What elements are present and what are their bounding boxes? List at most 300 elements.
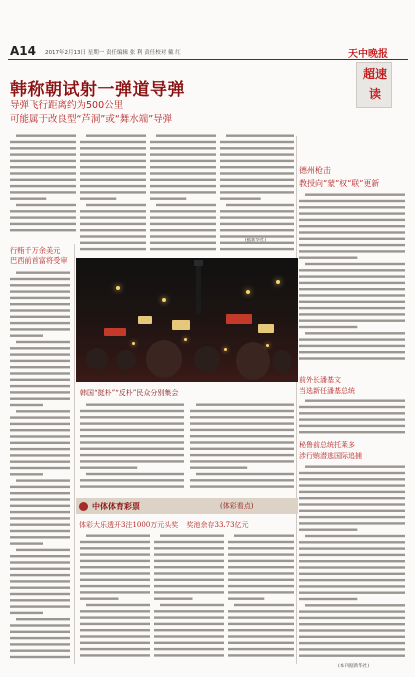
text-line — [80, 460, 184, 462]
text-line — [150, 216, 216, 218]
text-line — [299, 406, 405, 408]
body-text-lines — [299, 192, 405, 360]
text-line — [228, 572, 294, 574]
text-line — [80, 141, 146, 143]
text-line — [220, 147, 294, 149]
right-side-story-body-2 — [299, 464, 405, 660]
text-line — [299, 592, 405, 594]
text-line — [154, 553, 224, 555]
text-line — [10, 335, 43, 337]
text-line — [299, 250, 405, 252]
text-line — [150, 185, 216, 187]
text-line — [80, 160, 146, 162]
text-line — [299, 313, 405, 315]
text-line — [80, 553, 150, 555]
text-line — [80, 198, 116, 200]
sports-story-column-1 — [80, 533, 150, 661]
text-line — [10, 536, 70, 538]
lead-story-column-3 — [150, 133, 216, 253]
text-line — [299, 547, 405, 549]
text-line — [299, 541, 405, 543]
text-line — [150, 172, 216, 174]
lead-story-byline: (据新华社) — [245, 238, 266, 243]
lead-story-column-1 — [10, 133, 76, 237]
text-line — [80, 579, 150, 581]
text-line — [10, 637, 70, 639]
body-text-lines — [150, 133, 216, 253]
text-line — [299, 257, 357, 259]
text-line — [10, 198, 46, 200]
text-line — [299, 269, 405, 271]
text-line — [154, 572, 224, 574]
text-line — [80, 635, 150, 637]
text-line — [220, 160, 294, 162]
text-line — [299, 418, 405, 420]
text-line — [220, 153, 294, 155]
text-line — [299, 529, 357, 531]
text-line — [299, 431, 405, 433]
text-line — [10, 278, 70, 280]
body-text-lines — [10, 133, 76, 237]
text-line — [10, 505, 70, 507]
text-line — [80, 410, 184, 412]
text-line — [154, 629, 224, 631]
text-line — [150, 153, 216, 155]
text-line — [150, 191, 216, 193]
text-line — [299, 522, 405, 524]
text-line — [154, 610, 224, 612]
text-line — [10, 486, 70, 488]
body-text-lines — [80, 402, 184, 494]
text-line — [10, 316, 70, 318]
text-line — [16, 549, 70, 551]
text-line — [154, 566, 224, 568]
text-line — [10, 191, 76, 193]
text-line — [10, 473, 43, 475]
text-line — [150, 235, 216, 237]
text-line — [10, 147, 76, 149]
text-line — [10, 643, 70, 645]
lead-story-column-2 — [80, 133, 146, 253]
text-line — [16, 618, 70, 620]
text-line — [10, 172, 76, 174]
text-line — [80, 416, 184, 418]
text-line — [80, 235, 146, 237]
text-line — [190, 479, 294, 481]
text-line — [80, 616, 150, 618]
text-line — [10, 284, 70, 286]
text-line — [80, 223, 146, 225]
text-line — [80, 654, 150, 656]
lead-subheadline-2: 可能属于改良型“芦洞”或“舞水端”导弹 — [10, 114, 173, 125]
text-line — [228, 553, 294, 555]
text-line — [150, 179, 216, 181]
text-line — [220, 216, 294, 218]
text-line — [10, 467, 70, 469]
text-line — [10, 153, 76, 155]
text-line — [190, 454, 294, 456]
text-line — [80, 572, 150, 574]
text-line — [299, 478, 405, 480]
text-line — [80, 485, 184, 487]
text-line — [220, 229, 294, 231]
text-line — [228, 547, 294, 549]
text-line — [80, 216, 146, 218]
text-line — [305, 263, 405, 265]
text-line — [228, 616, 294, 618]
text-line — [80, 248, 146, 250]
sports-story-headline — [79, 520, 249, 530]
text-line — [10, 379, 70, 381]
text-line — [10, 429, 70, 431]
text-line — [10, 347, 70, 349]
text-line — [228, 610, 294, 612]
text-line — [226, 204, 294, 206]
text-line — [80, 172, 146, 174]
page-number: A14 — [10, 44, 36, 58]
right-side-story-3-head: 秘鲁前总统托莱多 — [299, 441, 355, 449]
text-line — [220, 210, 294, 212]
text-line — [10, 166, 76, 168]
text-line — [220, 248, 294, 250]
text-line — [305, 332, 405, 334]
text-line — [16, 135, 76, 137]
text-line — [86, 604, 150, 606]
text-line — [150, 229, 216, 231]
body-text-lines — [220, 133, 294, 253]
body-text-lines — [154, 533, 224, 661]
text-line — [10, 372, 70, 374]
text-line — [228, 591, 294, 593]
text-line — [10, 498, 70, 500]
text-line — [10, 353, 70, 355]
text-line — [86, 204, 146, 206]
text-line — [10, 574, 70, 576]
text-line — [150, 223, 216, 225]
text-line — [305, 400, 405, 402]
text-line — [299, 554, 405, 556]
text-line — [228, 560, 294, 562]
text-line — [86, 404, 184, 406]
text-line — [299, 648, 405, 650]
text-line — [228, 598, 264, 600]
text-line — [10, 160, 76, 162]
text-line — [299, 425, 405, 427]
text-line — [80, 153, 146, 155]
text-line — [10, 587, 70, 589]
text-line — [299, 282, 405, 284]
text-line — [220, 198, 261, 200]
text-line — [16, 272, 70, 274]
text-line — [299, 212, 405, 214]
left-story-body — [10, 270, 70, 660]
text-line — [154, 585, 224, 587]
text-line — [228, 623, 294, 625]
text-line — [10, 398, 70, 400]
text-line — [16, 341, 70, 343]
text-line — [10, 542, 43, 544]
body-text-lines — [10, 270, 70, 660]
text-line — [299, 231, 405, 233]
text-line — [10, 612, 43, 614]
lottery-logo-icon — [79, 502, 88, 511]
text-line — [220, 172, 294, 174]
text-line — [305, 194, 405, 196]
sports-story-column-3 — [228, 533, 294, 661]
text-line — [10, 216, 76, 218]
text-line — [228, 635, 294, 637]
text-line — [220, 223, 294, 225]
text-line — [156, 135, 216, 137]
text-line — [154, 635, 224, 637]
body-text-lines — [80, 533, 150, 661]
text-line — [299, 412, 405, 414]
text-line — [10, 561, 70, 563]
text-line — [10, 530, 70, 532]
text-line — [80, 229, 146, 231]
text-line — [190, 422, 294, 424]
text-line — [220, 179, 294, 181]
text-line — [299, 610, 405, 612]
text-line — [80, 479, 184, 481]
text-line — [299, 219, 405, 221]
text-line — [228, 585, 294, 587]
text-line — [10, 328, 70, 330]
text-line — [228, 566, 294, 568]
text-line — [16, 410, 70, 412]
text-line — [190, 485, 294, 487]
lead-story-column-4 — [220, 133, 294, 253]
text-line — [299, 338, 405, 340]
text-line — [190, 429, 294, 431]
text-line — [299, 617, 405, 619]
text-line — [228, 648, 294, 650]
text-line — [154, 642, 224, 644]
text-line — [80, 591, 150, 593]
text-line — [10, 141, 76, 143]
text-line — [228, 541, 294, 543]
text-line — [234, 535, 294, 537]
text-line — [80, 210, 146, 212]
text-line — [299, 320, 405, 322]
text-line — [299, 642, 405, 644]
text-line — [10, 297, 70, 299]
text-line — [150, 160, 216, 162]
text-line — [10, 366, 70, 368]
text-line — [299, 275, 405, 277]
text-line — [150, 248, 216, 250]
text-line — [80, 566, 150, 568]
column-divider — [74, 244, 75, 664]
text-line — [190, 435, 294, 437]
right-side-story-body — [299, 398, 405, 434]
text-line — [305, 535, 405, 537]
text-line — [10, 290, 70, 292]
photo-caption: 韩国“挺朴”“反朴”民众分别集会 — [80, 389, 179, 397]
text-line — [299, 629, 405, 631]
newspaper-logo: 天中晚报 — [348, 49, 388, 60]
text-line — [16, 479, 70, 481]
text-line — [10, 360, 70, 362]
text-line — [299, 655, 405, 657]
text-line — [80, 435, 184, 437]
lead-headline: 韩称朝试射一弹道导弹 — [10, 80, 185, 100]
text-line — [190, 448, 294, 450]
text-line — [10, 624, 70, 626]
text-line — [80, 448, 184, 450]
text-line — [80, 547, 150, 549]
text-line — [150, 147, 216, 149]
text-line — [154, 547, 224, 549]
text-line — [154, 616, 224, 618]
section-label: 超速读 — [363, 67, 388, 101]
text-line — [80, 441, 184, 443]
text-line — [228, 642, 294, 644]
text-line — [220, 141, 294, 143]
text-line — [299, 484, 405, 486]
text-line — [150, 141, 216, 143]
text-line — [190, 467, 247, 469]
text-line — [10, 599, 70, 601]
text-line — [305, 466, 405, 468]
left-headline-1: 行贿千万余美元 — [10, 246, 61, 255]
left-headline-2: 巴西前首富将受审 — [10, 256, 68, 265]
lead-subheadline-1: 导弹飞行距离约为500公里 — [10, 100, 124, 111]
text-line — [154, 623, 224, 625]
text-line — [299, 288, 405, 290]
text-line — [10, 461, 70, 463]
text-line — [154, 598, 193, 600]
text-line — [80, 598, 119, 600]
text-line — [299, 585, 405, 587]
text-line — [154, 579, 224, 581]
text-line — [299, 560, 405, 562]
text-line — [80, 454, 184, 456]
text-line — [299, 206, 405, 208]
text-line — [299, 566, 405, 568]
text-line — [196, 473, 294, 475]
right-headline-2: 教授向“蒙”权“联”更新 — [299, 179, 380, 188]
text-line — [10, 454, 70, 456]
text-line — [150, 198, 186, 200]
text-line — [10, 391, 70, 393]
text-line — [10, 524, 70, 526]
text-line — [86, 135, 146, 137]
text-line — [10, 385, 70, 387]
text-line — [10, 631, 70, 633]
text-line — [299, 307, 405, 309]
text-line — [154, 541, 224, 543]
text-line — [10, 555, 70, 557]
date-line: 2017年2月13日 星期一 责任编辑 张 利 责任校对 戴 红 — [45, 50, 181, 56]
text-line — [220, 191, 294, 193]
text-line — [80, 623, 150, 625]
text-line — [299, 598, 357, 600]
text-line — [299, 472, 405, 474]
text-line — [160, 535, 224, 537]
right-story-body — [299, 192, 405, 360]
text-line — [10, 568, 70, 570]
text-line — [220, 166, 294, 168]
text-line — [10, 322, 70, 324]
sports-story-headline-1: 体彩大乐透开3注1000万元头奖 — [79, 521, 179, 529]
text-line — [160, 604, 224, 606]
text-line — [226, 135, 294, 137]
text-line — [228, 654, 294, 656]
text-line — [10, 656, 70, 658]
body-text-lines — [228, 533, 294, 661]
text-line — [299, 497, 405, 499]
text-line — [80, 467, 137, 469]
text-line — [150, 242, 216, 244]
right-headline-1: 德州枪击 — [299, 166, 331, 175]
text-line — [10, 223, 76, 225]
news-photo — [76, 258, 298, 382]
body-text-lines — [299, 398, 405, 434]
text-line — [299, 579, 405, 581]
text-line — [150, 210, 216, 212]
text-line — [220, 185, 294, 187]
text-line — [150, 166, 216, 168]
text-line — [154, 648, 224, 650]
text-line — [154, 560, 224, 562]
text-line — [80, 147, 146, 149]
text-line — [234, 604, 294, 606]
right-side-story-4-head: 涉行贿潜逃国际追捕 — [299, 452, 362, 460]
sports-banner-title: 中体体育彩票 — [92, 501, 140, 511]
text-line — [80, 185, 146, 187]
sports-story-headline-2: 奖池余存33.73亿元 — [186, 521, 249, 529]
text-line — [299, 491, 405, 493]
text-line — [10, 185, 76, 187]
text-line — [80, 422, 184, 424]
text-line — [16, 204, 76, 206]
text-line — [154, 591, 224, 593]
text-line — [190, 410, 294, 412]
text-line — [10, 511, 70, 513]
text-line — [80, 541, 150, 543]
text-line — [80, 166, 146, 168]
text-line — [190, 460, 294, 462]
text-line — [10, 435, 70, 437]
right-side-story-1-head: 前外长潘基文 — [299, 376, 341, 384]
text-line — [80, 585, 150, 587]
text-line — [299, 294, 405, 296]
text-line — [299, 503, 405, 505]
text-line — [299, 357, 405, 359]
text-line — [80, 179, 146, 181]
text-line — [10, 229, 76, 231]
photo-story-column-2 — [190, 402, 294, 494]
text-line — [10, 580, 70, 582]
text-line — [86, 535, 150, 537]
sports-story-column-2 — [154, 533, 224, 661]
text-line — [80, 648, 150, 650]
text-line — [10, 517, 70, 519]
text-line — [10, 309, 70, 311]
text-line — [10, 593, 70, 595]
text-line — [299, 301, 405, 303]
body-text-lines — [299, 464, 405, 660]
text-line — [299, 636, 405, 638]
text-line — [154, 654, 224, 656]
text-line — [10, 492, 70, 494]
text-line — [156, 204, 216, 206]
text-line — [299, 573, 405, 575]
footer-source-note: (本刊据新华社) — [338, 664, 370, 669]
text-line — [10, 605, 70, 607]
text-line — [10, 404, 43, 406]
